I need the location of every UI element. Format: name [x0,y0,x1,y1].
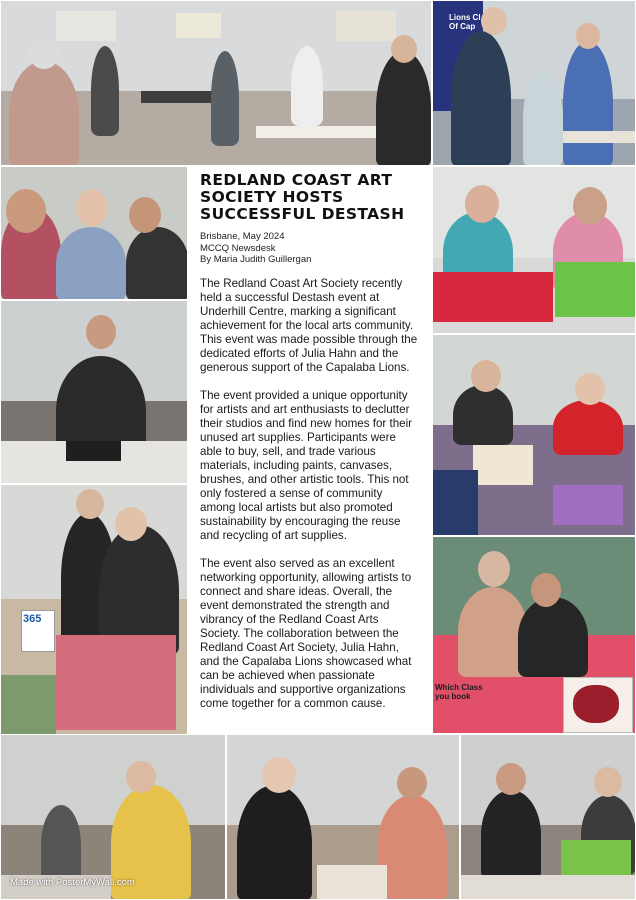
article-location-date: Brisbane, May 2024 [200,231,285,242]
photo-woman-striped-top [0,300,188,484]
article-paragraph: The event also served as an excellent networking opportunity, allowing artists to connect and share ideas. Overall, the event demonstrated the strength and vibrancy of the Redland Coast Arts Society. The collaboration between the Redland Coast Art Society, Julia Hahn, and the Capalaba Lions showcased what can be achieved when passionate individuals and supportive organizations come together for a common cause. [200,556,412,710]
article-paragraph: The Redland Coast Art Society recently held a successful Destash event at Underhill Centre, marking a significant achievement for the local arts community. This event was made possible through the dedicated efforts of Julia Hahn and the generous support of the Capalaba Lions. [200,276,418,374]
photo-two-women-boxes [432,166,636,334]
photo-lions-club [432,0,636,166]
watermark-text: Made with PosterMyWall.com [10,877,135,888]
photo-woman-yellow-top [0,734,226,900]
article-title: REDLAND COAST ART SOCIETY HOSTS SUCCESSFUL DESTASH [200,171,405,223]
photo-group-selfie [0,166,188,300]
photo-woman-dotted-top [226,734,460,900]
article-body [200,277,420,711]
article-panel [188,166,432,734]
photo-supplies-table [432,334,636,536]
article-byline: By Maria Judith Guillergan [200,254,312,265]
photo-crowd-hall [0,0,432,166]
article-meta [200,231,420,266]
book-label-365: 365 [23,613,42,625]
article-source: MCCQ Newsdesk [200,242,276,254]
photo-two-women-crafts [460,734,636,900]
photo-two-women-sign [432,536,636,734]
article-paragraph: The event provided a unique opportunity for artists and art enthusiasts to declutter their studios and find new homes for their unused art supplies. Participants were able to buy, sell, and trade various materials, including paints, canvases, brushes, and other artistic tools. This not only fostered a sense of community among local artists but also promoted sustainability by encouraging the reuse and recycling of art supplies. [200,388,413,542]
class-sign-text: Which Class you book [435,683,483,701]
photo-two-women-books [0,484,188,740]
lions-banner-text: Lions Cl Of Cap [449,13,481,31]
